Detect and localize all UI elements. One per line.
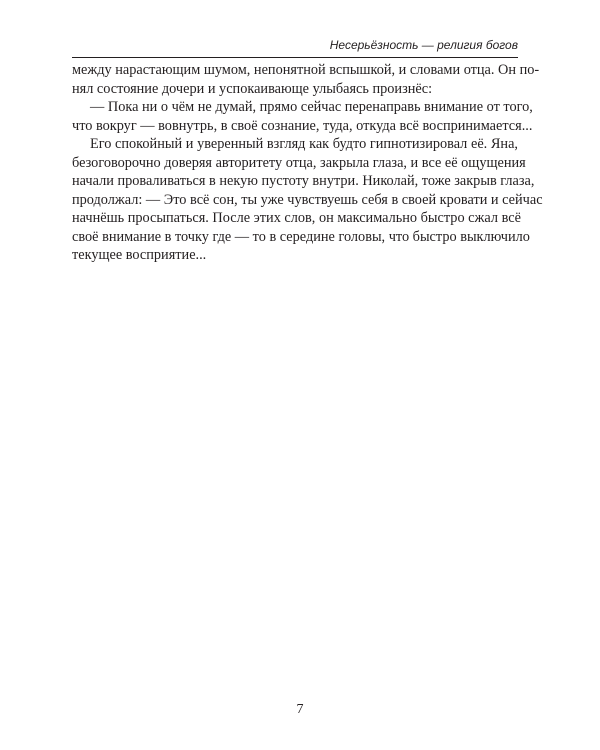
page-number: 7: [296, 702, 304, 717]
text-line: текущее восприятие...: [72, 247, 207, 263]
running-head-title: Несерьёзность — религия богов: [329, 38, 518, 52]
text-line: между нарастающим шумом, непонятной вспышкой, и словами отца. Он по-: [72, 62, 540, 78]
text-line: — Пока ни о чём не думай, прямо сейчас перенаправь внимание от того,: [90, 99, 533, 115]
text-line: своё внимание в точку где — то в середине головы, что быстро выключило: [72, 228, 530, 245]
text-line: нял состояние дочери и успокаивающе улыбаясь произнёс:: [72, 80, 433, 97]
text-line: начнёшь просыпаться. После этих слов, он максимально быстро сжал всё: [72, 210, 521, 226]
header-rule: [72, 57, 518, 58]
body-text: [72, 61, 543, 265]
text-line: что вокруг — вовнутрь, в своё сознание, туда, откуда всё воспринимается...: [72, 117, 533, 134]
text-line: продолжал: — Это всё сон, ты уже чувствуешь себя в своей кровати и сейчас: [72, 191, 543, 208]
text-line: начали проваливаться в некую пустоту внутри. Николай, тоже закрыв глаза,: [72, 173, 535, 189]
text-line: безоговорочно доверяя авторитету отца, закрыла глаза, и все её ощущения: [72, 154, 526, 171]
text-line: Его спокойный и уверенный взгляд как будто гипнотизировал её. Яна,: [90, 136, 518, 152]
